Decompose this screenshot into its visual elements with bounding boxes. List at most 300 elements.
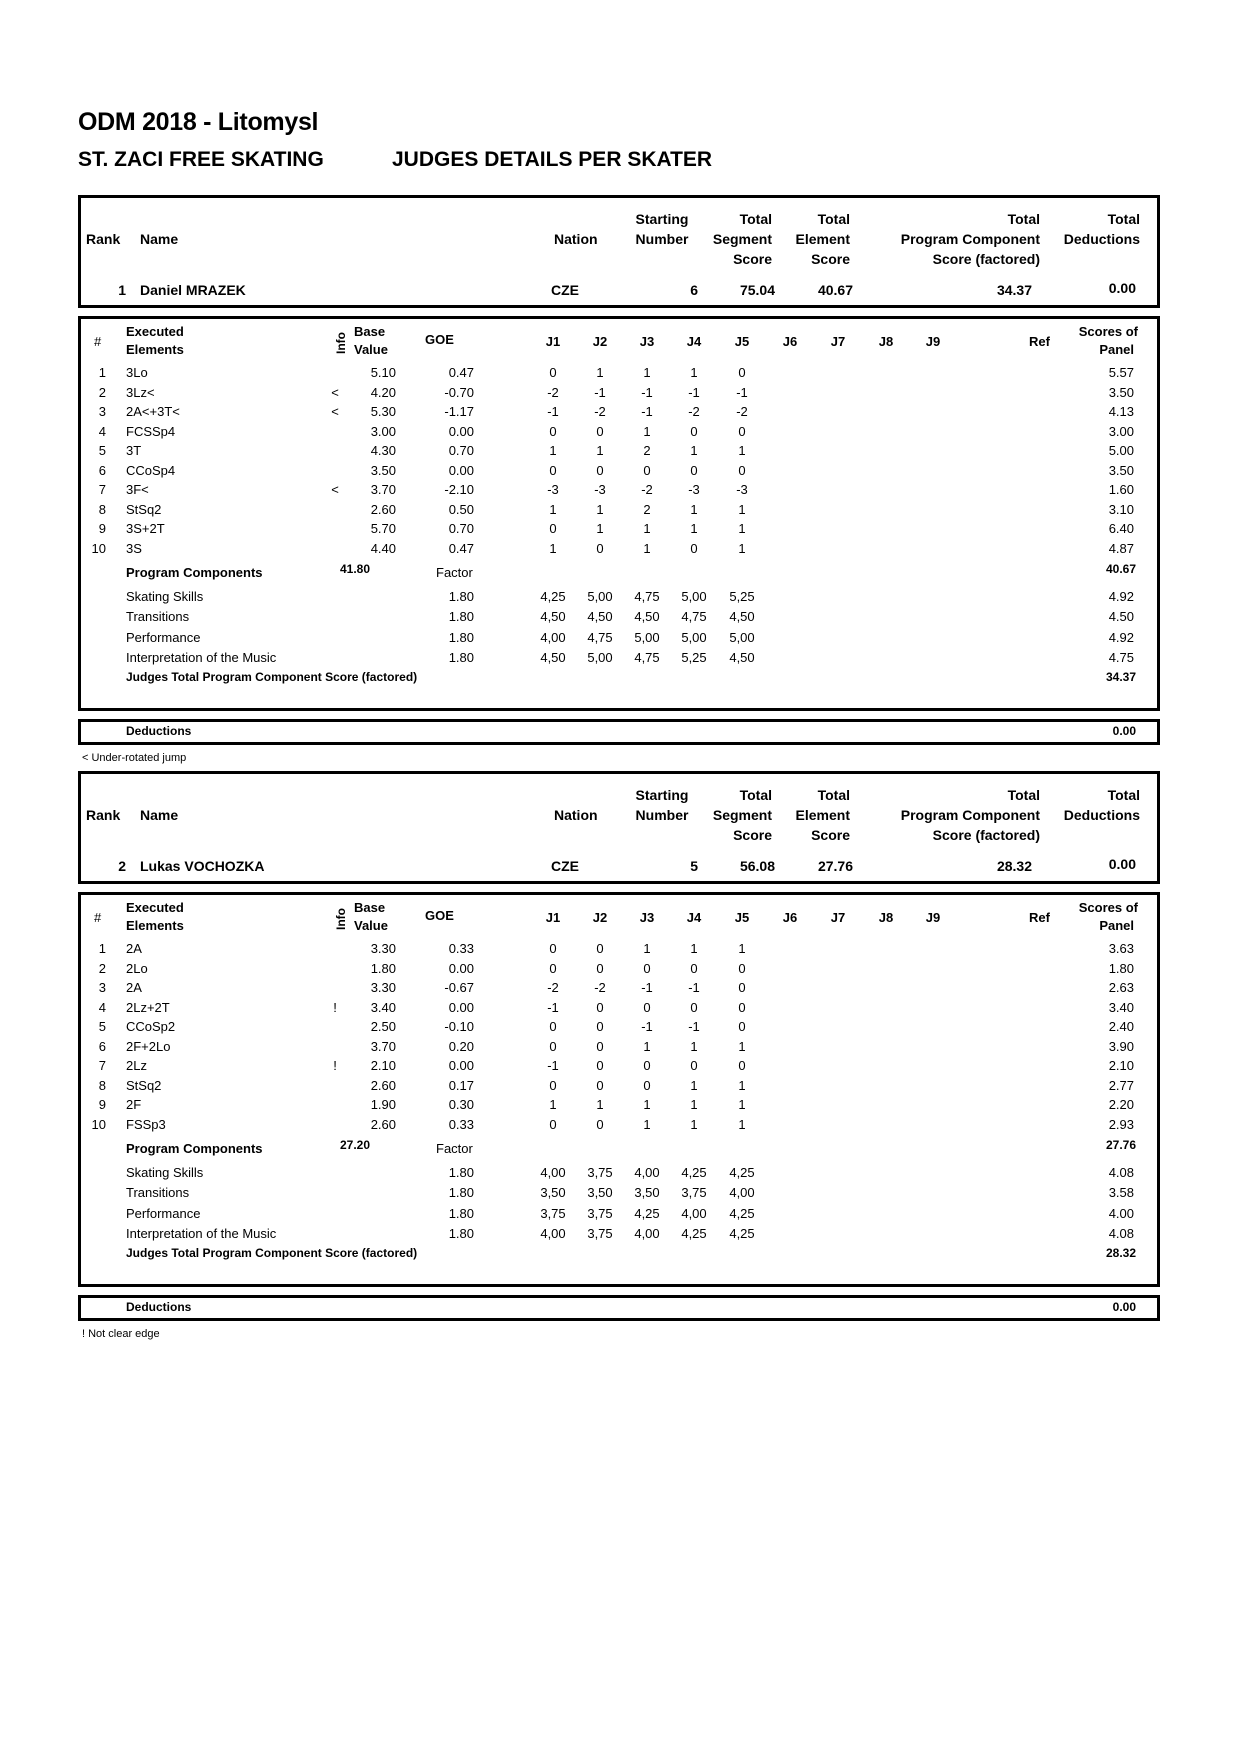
deductions-header: Deductions: [1063, 231, 1140, 247]
component-name: Performance: [126, 629, 201, 645]
element-judge-score: 0: [549, 941, 557, 956]
element-goe: 0.70: [448, 443, 474, 458]
element-base-value: 2.50: [370, 1019, 396, 1034]
element-judge-score: 1: [738, 1116, 746, 1132]
panel-header: Panel: [1099, 918, 1134, 933]
element-goe: -0.10: [444, 1019, 474, 1034]
component-name: Transitions: [126, 1185, 190, 1201]
element-base-value: 3.30: [370, 941, 396, 956]
element-name: 2Lz+2T: [126, 999, 170, 1015]
element-judge-score: 1: [738, 443, 746, 458]
program-component-header: Program Component: [900, 231, 1040, 247]
component-judge-score: 4,00: [540, 629, 566, 645]
element-judge-score: 0: [549, 960, 557, 976]
score-header: Score: [733, 251, 772, 267]
element-judge-score: 1: [643, 1097, 651, 1112]
element-judge-score: 0: [643, 960, 651, 976]
element-judge-score: 0: [690, 999, 698, 1015]
skater-nation: CZE: [551, 282, 579, 298]
element-goe: 0.00: [448, 423, 474, 439]
element-judge-score: 0: [643, 1058, 651, 1073]
element-panel-score: 4.87: [1108, 540, 1134, 556]
element-panel-score: 3.00: [1108, 423, 1134, 439]
element-judge-score: 0: [549, 1077, 557, 1093]
name-header: Name: [140, 807, 179, 823]
element-judge-score: 1: [596, 1097, 604, 1112]
component-judge-score: 4,25: [540, 589, 566, 604]
element-judge-score: 1: [643, 521, 651, 536]
judge-header-j3: J3: [639, 910, 655, 925]
element-judge-score: 1: [549, 501, 557, 517]
element-goe: 0.20: [448, 1038, 474, 1054]
component-judge-score: 4,50: [729, 609, 755, 625]
judge-header-j9: J9: [925, 334, 941, 349]
element-judge-score: 0: [643, 462, 651, 478]
element-judge-score: 0: [596, 960, 604, 976]
element-judge-score: -3: [594, 482, 606, 497]
element-number: 7: [98, 482, 106, 497]
component-judge-score: 4,75: [681, 609, 707, 625]
element-info: !: [333, 999, 337, 1015]
element-base-value: 3.40: [370, 999, 396, 1015]
ref-header: Ref: [1029, 334, 1050, 349]
element-name: CCoSp2: [126, 1019, 176, 1034]
component-judge-score: 5,25: [681, 649, 707, 665]
element-name: CCoSp4: [126, 462, 176, 478]
value-header: Value: [354, 918, 388, 933]
element-goe: 0.30: [448, 1097, 474, 1112]
element-panel-score: 2.10: [1108, 1058, 1134, 1073]
deductions-box: [78, 719, 1160, 745]
component-judge-score: 5,00: [729, 629, 755, 645]
element-goe: -0.70: [444, 384, 474, 400]
element-judge-score: 1: [738, 540, 746, 556]
element-info: <: [331, 404, 339, 419]
element-judge-score: 1: [690, 521, 698, 536]
component-judge-score: 3,50: [634, 1185, 660, 1201]
element-base-value: 2.10: [370, 1058, 396, 1073]
element-number: 3: [98, 980, 106, 995]
element-judge-score: 0: [549, 462, 557, 478]
program-components-header: Program Components: [126, 565, 263, 580]
skater-name: Lukas VOCHOZKA: [140, 858, 265, 874]
element-number: 10: [91, 1116, 106, 1132]
component-judge-score: 5,00: [587, 649, 613, 665]
element-goe: 0.00: [448, 462, 474, 478]
element-name: 2A<+3T<: [126, 404, 180, 419]
component-judge-score: 3,75: [587, 1225, 613, 1241]
element-base-value: 3.00: [370, 423, 396, 439]
skater-name: Daniel MRAZEK: [140, 282, 246, 298]
element-number: 10: [91, 540, 106, 556]
skater-rank: 1: [118, 282, 126, 298]
element-name: 2A: [126, 941, 142, 956]
element-panel-score: 3.63: [1108, 941, 1134, 956]
component-name: Skating Skills: [126, 589, 204, 604]
element-info: <: [331, 384, 339, 400]
element-judge-score: 0: [596, 941, 604, 956]
component-judge-score: 3,75: [540, 1205, 566, 1221]
element-info: !: [333, 1058, 337, 1073]
element-number: 6: [98, 462, 106, 478]
deductions-box: [78, 1295, 1160, 1321]
element-number: 8: [98, 1077, 106, 1093]
element-judge-score: 1: [738, 1038, 746, 1054]
element-judge-score: -2: [736, 404, 748, 419]
element-panel-score: 6.40: [1108, 521, 1134, 536]
element-judge-score: 0: [596, 462, 604, 478]
component-panel-score: 4.50: [1108, 609, 1134, 625]
total-pcs-header: Total: [1007, 787, 1040, 803]
element-judge-score: 1: [738, 941, 746, 956]
element-goe: 0.00: [448, 1058, 474, 1073]
deductions-label: Deductions: [126, 724, 192, 738]
element-judge-score: 2: [643, 443, 651, 458]
element-number: 8: [98, 501, 106, 517]
footnote: < Under-rotated jump: [82, 752, 187, 764]
element-judge-score: 0: [738, 462, 746, 478]
element-score-header: Score: [811, 827, 850, 843]
report-title: JUDGES DETAILS PER SKATER: [392, 148, 713, 171]
element-panel-score: 1.80: [1108, 960, 1134, 976]
element-goe: 0.00: [448, 960, 474, 976]
element-judge-score: -1: [641, 1019, 653, 1034]
element-judge-score: 0: [738, 423, 746, 439]
element-judge-score: -1: [736, 384, 748, 400]
element-goe: -1.17: [444, 404, 474, 419]
element-goe: 0.33: [448, 941, 474, 956]
total-element-header: Total: [817, 787, 850, 803]
base-header: Base: [354, 900, 386, 915]
component-panel-score: 4.00: [1108, 1205, 1134, 1221]
element-judge-score: 0: [690, 960, 698, 976]
element-judge-score: -1: [641, 980, 653, 995]
total-deductions: 0.00: [1108, 856, 1136, 872]
event-title: ODM 2018 - Litomysl: [78, 108, 319, 136]
element-judge-score: 1: [690, 501, 698, 517]
component-factor: 1.80: [448, 649, 474, 665]
total-deductions-header: Total: [1107, 787, 1140, 803]
element-panel-score: 3.90: [1108, 1038, 1134, 1054]
score-header: Score: [733, 827, 772, 843]
judge-header-j2: J2: [592, 910, 608, 925]
element-judge-score: -1: [641, 384, 653, 400]
element-base-value: 4.30: [370, 443, 396, 458]
element-base-value: 5.30: [370, 404, 396, 419]
element-name: 3S: [126, 540, 142, 556]
element-judge-score: 1: [738, 1097, 746, 1112]
judge-header-j1: J1: [545, 334, 561, 349]
total-segment-score: 56.08: [739, 858, 775, 874]
component-panel-score: 4.75: [1108, 649, 1134, 665]
element-number: 6: [98, 1038, 106, 1054]
element-judge-score: 1: [690, 365, 698, 380]
element-panel-score: 2.40: [1108, 1019, 1134, 1034]
deductions-label: Deductions: [126, 1300, 192, 1314]
element-judge-score: 1: [596, 521, 604, 536]
element-judge-score: 1: [738, 521, 746, 536]
element-judge-score: 1: [549, 540, 557, 556]
component-name: Skating Skills: [126, 1165, 204, 1180]
judge-header-j7: J7: [830, 910, 846, 925]
deductions-value: 0.00: [1112, 724, 1136, 738]
component-judge-score: 4,00: [729, 1185, 755, 1201]
element-score-header: Score: [811, 251, 850, 267]
score-factored-header: Score (factored): [932, 251, 1040, 267]
component-judge-score: 3,50: [540, 1185, 566, 1201]
element-judge-score: 0: [643, 999, 651, 1015]
element-judge-score: -2: [547, 384, 559, 400]
element-judge-score: 1: [596, 501, 604, 517]
element-judge-score: -1: [547, 1058, 559, 1073]
element-judge-score: 0: [596, 1116, 604, 1132]
component-judge-score: 4,25: [729, 1165, 755, 1180]
judge-header-j5: J5: [734, 910, 750, 925]
component-judge-score: 3,75: [587, 1205, 613, 1221]
element-base-value: 3.70: [370, 1038, 396, 1054]
element-judge-score: 0: [549, 423, 557, 439]
element-judge-score: -2: [688, 404, 700, 419]
skater-rank: 2: [118, 858, 126, 874]
element-panel-score: 2.77: [1108, 1077, 1134, 1093]
element-panel-score: 5.57: [1108, 365, 1134, 380]
element-judge-score: 0: [690, 462, 698, 478]
component-judge-score: 4,50: [540, 649, 566, 665]
element-header: Element: [795, 807, 850, 823]
base-value-total: 41.80: [340, 562, 371, 576]
judge-header-j4: J4: [686, 910, 702, 925]
starting-header: Starting: [635, 211, 689, 227]
component-judge-score: 4,75: [634, 649, 660, 665]
element-base-value: 4.20: [370, 384, 396, 400]
element-panel-score: 2.93: [1108, 1116, 1134, 1132]
element-goe: 0.50: [448, 501, 474, 517]
element-judge-score: 0: [596, 1077, 604, 1093]
judge-header-j1: J1: [545, 910, 561, 925]
elements-header: Elements: [126, 342, 184, 357]
panel-header: Panel: [1099, 342, 1134, 357]
element-judge-score: 0: [549, 1038, 557, 1054]
component-judge-score: 4,50: [587, 609, 613, 625]
element-judge-score: 1: [643, 941, 651, 956]
element-base-value: 5.70: [370, 521, 396, 536]
component-judge-score: 4,25: [634, 1205, 660, 1221]
element-judge-score: 0: [596, 1038, 604, 1054]
element-judge-score: 0: [549, 1019, 557, 1034]
element-judge-score: 1: [690, 1077, 698, 1093]
total-pcs-header: Total: [1007, 211, 1040, 227]
name-header: Name: [140, 231, 179, 247]
nation-header: Nation: [554, 807, 598, 823]
element-number: 1: [98, 365, 106, 380]
element-base-value: 1.80: [370, 960, 396, 976]
component-name: Interpretation of the Music: [126, 1225, 277, 1241]
rank-header: Rank: [86, 807, 121, 823]
ref-header: Ref: [1029, 910, 1050, 925]
element-judge-score: 1: [549, 443, 557, 458]
program-component-header: Program Component: [900, 807, 1040, 823]
footnote: ! Not clear edge: [82, 1328, 160, 1340]
element-judge-score: -2: [641, 482, 653, 497]
judges-total-pcs-value: 34.37: [1105, 670, 1136, 685]
element-number: 2: [98, 960, 106, 976]
component-judge-score: 4,25: [681, 1225, 707, 1241]
element-panel-score: 2.63: [1108, 980, 1134, 995]
component-panel-score: 4.08: [1108, 1165, 1134, 1180]
component-judge-score: 5,00: [634, 629, 660, 645]
component-judge-score: 4,00: [634, 1225, 660, 1241]
component-name: Transitions: [126, 609, 190, 625]
component-name: Interpretation of the Music: [126, 649, 277, 665]
element-panel-score: 1.60: [1108, 482, 1134, 497]
element-judge-score: -1: [547, 999, 559, 1015]
number-col-header: #: [94, 910, 102, 925]
element-number: 4: [98, 999, 106, 1015]
element-judge-score: 1: [643, 1116, 651, 1132]
total-deductions: 0.00: [1108, 280, 1136, 296]
goe-header: GOE: [425, 908, 454, 923]
element-score-total: 40.67: [1105, 562, 1136, 576]
element-judge-score: 0: [738, 1058, 746, 1073]
element-name: 3T: [126, 443, 142, 458]
component-factor: 1.80: [448, 1185, 474, 1201]
element-judge-score: -1: [688, 1019, 700, 1034]
judge-header-j8: J8: [878, 910, 894, 925]
element-header: Element: [795, 231, 850, 247]
element-judge-score: 0: [596, 423, 604, 439]
element-number: 2: [98, 384, 106, 400]
element-judge-score: 0: [549, 365, 557, 380]
element-panel-score: 4.13: [1108, 404, 1134, 419]
judge-header-j5: J5: [734, 334, 750, 349]
element-judge-score: -3: [736, 482, 748, 497]
component-judge-score: 4,00: [540, 1225, 566, 1241]
element-number: 7: [98, 1058, 106, 1073]
element-judge-score: 0: [596, 540, 604, 556]
element-goe: 0.47: [448, 540, 474, 556]
element-judge-score: 1: [738, 501, 746, 517]
element-base-value: 2.60: [370, 1077, 396, 1093]
element-number: 1: [98, 941, 106, 956]
element-name: 3Lo: [126, 365, 148, 380]
element-judge-score: -3: [547, 482, 559, 497]
starting-header: Starting: [635, 787, 689, 803]
element-judge-score: 0: [643, 1077, 651, 1093]
element-score-total: 27.76: [1105, 1138, 1136, 1152]
element-base-value: 3.70: [370, 482, 396, 497]
component-judge-score: 4,00: [540, 1165, 566, 1180]
nation-header: Nation: [554, 231, 598, 247]
base-value-total: 27.20: [340, 1138, 371, 1152]
component-judge-score: 4,25: [729, 1225, 755, 1241]
element-judge-score: 1: [549, 1097, 557, 1112]
value-header: Value: [354, 342, 388, 357]
element-judge-score: -1: [547, 404, 559, 419]
element-judge-score: 0: [596, 1058, 604, 1073]
element-judge-score: 2: [643, 501, 651, 517]
element-judge-score: 1: [690, 1116, 698, 1132]
judges-total-pcs-value: 28.32: [1105, 1246, 1136, 1261]
component-factor: 1.80: [448, 609, 474, 625]
element-judge-score: 1: [643, 423, 651, 439]
number-header: Number: [635, 231, 689, 247]
component-judge-score: 5,00: [681, 589, 707, 604]
component-judge-score: 4,50: [540, 609, 566, 625]
element-judge-score: 0: [738, 980, 746, 995]
scores-of-header: Scores of: [1078, 900, 1138, 915]
component-judge-score: 4,75: [634, 589, 660, 604]
info-header: Info: [334, 332, 348, 354]
element-judge-score: 0: [596, 999, 604, 1015]
info-header: Info: [334, 908, 348, 930]
element-panel-score: 3.50: [1108, 462, 1134, 478]
element-judge-score: 1: [690, 941, 698, 956]
element-base-value: 2.60: [370, 501, 396, 517]
element-info: <: [331, 482, 339, 497]
element-name: FSSp3: [126, 1116, 166, 1132]
judge-header-j3: J3: [639, 334, 655, 349]
element-number: 9: [98, 1097, 106, 1112]
skater-nation: CZE: [551, 858, 579, 874]
element-name: 3S+2T: [126, 521, 165, 536]
element-judge-score: 0: [549, 521, 557, 536]
executed-header: Executed: [126, 324, 184, 339]
component-panel-score: 4.92: [1108, 589, 1134, 604]
element-judge-score: 0: [738, 365, 746, 380]
element-goe: 0.17: [448, 1077, 474, 1093]
component-judge-score: 5,00: [587, 589, 613, 604]
component-judge-score: 4,75: [587, 629, 613, 645]
category-title: ST. ZACI FREE SKATING: [78, 148, 324, 171]
element-judge-score: 1: [643, 540, 651, 556]
base-header: Base: [354, 324, 386, 339]
judge-header-j9: J9: [925, 910, 941, 925]
segment-header: Segment: [712, 231, 772, 247]
judges-total-pcs-label: Judges Total Program Component Score (factored): [126, 1246, 418, 1261]
element-judge-score: 0: [549, 1116, 557, 1132]
element-name: 3Lz<: [126, 384, 155, 400]
element-panel-score: 5.00: [1108, 443, 1134, 458]
element-name: 2F+2Lo: [126, 1038, 171, 1054]
judge-header-j6: J6: [782, 334, 798, 349]
judge-header-j2: J2: [592, 334, 608, 349]
component-factor: 1.80: [448, 1165, 474, 1180]
component-judge-score: 3,50: [587, 1185, 613, 1201]
element-name: 2F: [126, 1097, 142, 1112]
element-judge-score: 0: [596, 1019, 604, 1034]
element-judge-score: 0: [690, 540, 698, 556]
scores-of-header: Scores of: [1078, 324, 1138, 339]
element-name: 3F<: [126, 482, 149, 497]
element-name: StSq2: [126, 501, 162, 517]
element-judge-score: -1: [641, 404, 653, 419]
element-judge-score: 1: [690, 1038, 698, 1054]
component-factor: 1.80: [448, 1225, 474, 1241]
judge-header-j6: J6: [782, 910, 798, 925]
total-header: Total: [739, 787, 772, 803]
component-factor: 1.80: [448, 629, 474, 645]
total-pcs: 28.32: [996, 858, 1032, 874]
component-judge-score: 4,25: [681, 1165, 707, 1180]
element-judge-score: 1: [690, 1097, 698, 1112]
element-base-value: 5.10: [370, 365, 396, 380]
component-judge-score: 5,00: [681, 629, 707, 645]
deductions-value: 0.00: [1112, 1300, 1136, 1314]
number-col-header: #: [94, 334, 102, 349]
total-pcs: 34.37: [996, 282, 1032, 298]
element-judge-score: -2: [594, 980, 606, 995]
element-judge-score: 0: [690, 423, 698, 439]
